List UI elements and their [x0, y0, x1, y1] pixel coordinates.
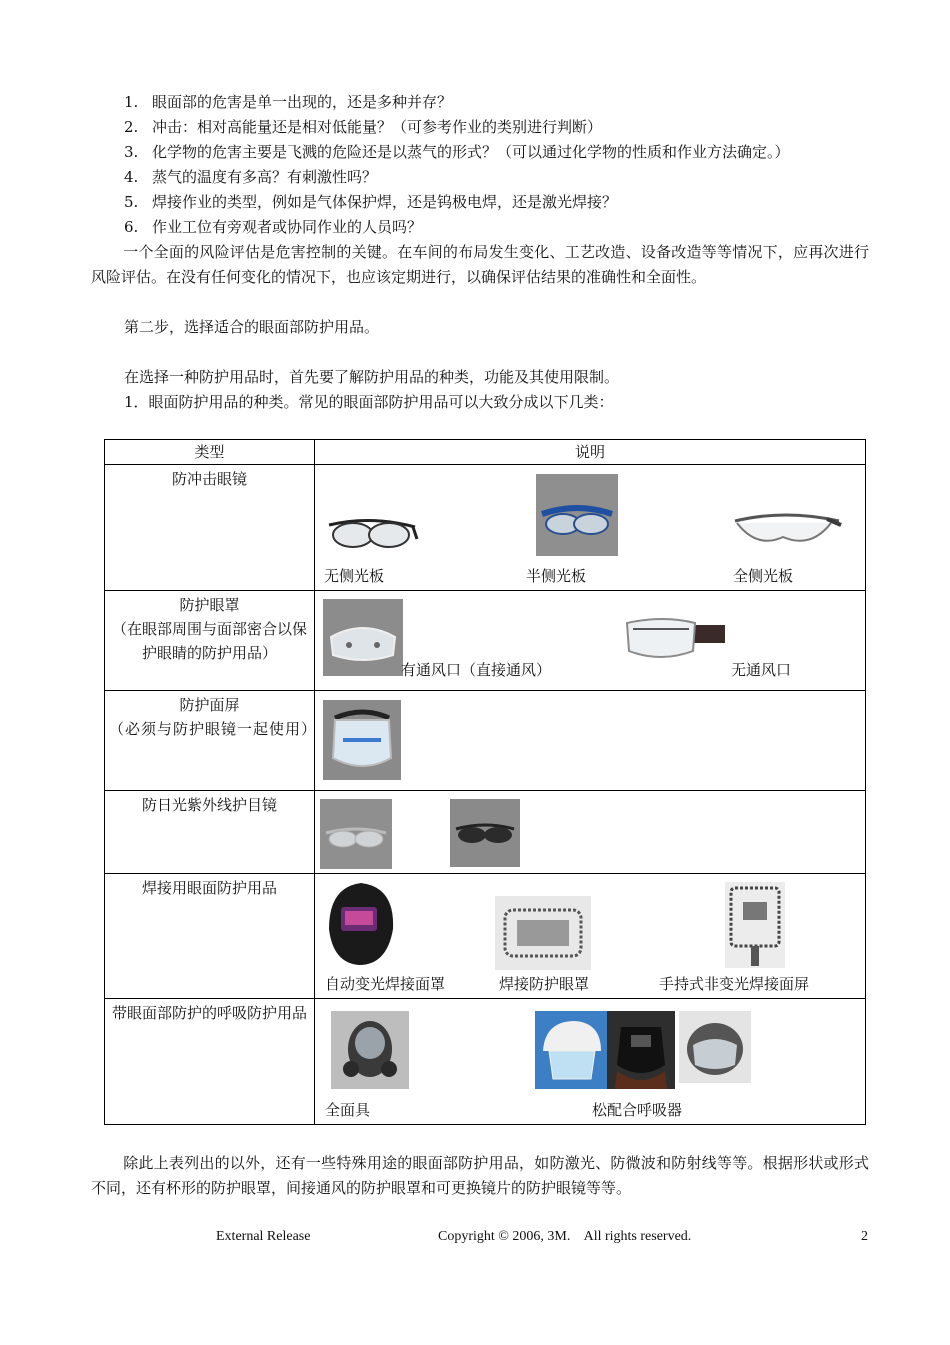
loose-fit-helmet-respirator-image — [535, 1011, 607, 1089]
types-line: 1．眼面防护用品的种类。常见的眼面部防护用品可以大致分成以下几类： — [124, 393, 614, 411]
list-item: 6. 作业工位有旁观者或协同作业的人员吗？ — [124, 218, 423, 236]
uv-dark-glasses-image — [450, 799, 520, 867]
intro-line: 在选择一种防护用品时，首先要了解防护用品的种类，功能及其使用限制。 — [124, 368, 620, 386]
face-shield-image — [323, 700, 401, 780]
table-row — [105, 999, 866, 1125]
row-type: 焊接用眼面防护用品 — [141, 879, 277, 897]
caption: 无通风口 — [731, 661, 792, 679]
face-shield-helmet-respirator-image — [679, 1011, 751, 1083]
safety-glasses-no-side-shield-image — [323, 505, 419, 551]
header-type: 类型 — [105, 440, 315, 465]
step-two-heading: 第二步，选择适合的眼面部防护用品。 — [124, 318, 380, 336]
caption: 自动变光焊接面罩 — [325, 975, 446, 993]
caption: 全面具 — [325, 1101, 371, 1119]
footer-copyright: Copyright © 2006, 3M. All rights reserved. — [438, 1229, 692, 1244]
caption: 无侧光板 — [324, 567, 385, 585]
caption: 松配合呼吸器 — [592, 1101, 683, 1119]
special-purpose-paragraph: 除此上表列出的以外，还有一些特殊用途的眼面部防护用品，如防激光、防微波和防射线等等。根据形状或形式不同，还有杯形的防护眼罩，间接通风的防护眼罩和可更换镜片的防护眼镜等等。 — [91, 1154, 869, 1197]
page-number: 2 — [861, 1229, 868, 1244]
vented-goggles-image — [323, 599, 403, 676]
welding-hood-respirator-image — [607, 1011, 675, 1089]
safety-glasses-half-side-shield-image — [536, 474, 618, 556]
risk-assessment-paragraph: 一个全面的风险评估是危害控制的关键。在车间的布局发生变化、工艺改造、设备改造等等情况下，应再次进行风险评估。在没有任何变化的情况下，也应该定期进行，以确保评估结果的准确性和全面性。 — [91, 243, 869, 286]
row-type: 防日光紫外线护目镜 — [141, 796, 277, 814]
unvented-goggles-image — [623, 613, 727, 665]
table-row — [105, 791, 866, 874]
table-row — [105, 465, 866, 591]
footer-release: External Release — [216, 1229, 311, 1244]
row-type: 带眼面部防护的呼吸防护用品 — [111, 1004, 307, 1022]
row-type: 防冲击眼镜 — [171, 470, 247, 488]
row-type: 防护面屏 — [179, 696, 240, 714]
list-item: 4. 蒸气的温度有多高？有刺激性吗？ — [124, 168, 378, 186]
row-type: 防护眼罩 — [179, 596, 240, 614]
row-note: （在眼部周围与面部密合以保护眼睛的防护用品） — [111, 620, 307, 662]
list-item: 3. 化学物的危害主要是飞溅的危险还是以蒸气的形式？（可以通过化学物的性质和作业方法确定。） — [124, 143, 790, 161]
protection-types-table — [104, 439, 866, 1125]
table-row — [105, 691, 866, 791]
caption: 有通风口（直接通风） — [401, 661, 552, 679]
caption: 半侧光板 — [526, 567, 587, 585]
welding-goggles-image — [495, 896, 591, 970]
question-list — [124, 90, 884, 240]
safety-glasses-full-side-shield-image — [727, 503, 843, 551]
header-description: 说明 — [315, 440, 866, 465]
caption: 焊接防护眼罩 — [499, 975, 590, 993]
list-item: 5. 焊接作业的类型，例如是气体保护焊，还是钨极电焊，还是激光焊接？ — [124, 193, 618, 211]
handheld-welding-shield-image — [725, 882, 785, 968]
auto-darkening-welding-helmet-image — [325, 879, 397, 969]
caption: 全侧光板 — [733, 567, 794, 585]
list-item: 1. 眼面部的危害是单一出现的，还是多种并存？ — [124, 93, 453, 111]
table-header-row — [105, 440, 866, 465]
row-note: （必须与防护眼镜一起使用） — [109, 720, 318, 738]
uv-clear-glasses-image — [320, 799, 392, 869]
table-row — [105, 874, 866, 999]
caption: 手持式非变光焊接面屏 — [659, 975, 810, 993]
table-row — [105, 591, 866, 691]
full-face-respirator-image — [331, 1011, 409, 1089]
list-item: 2. 冲击：相对高能量还是相对低能量？（可参考作业的类别进行判断） — [124, 118, 603, 136]
